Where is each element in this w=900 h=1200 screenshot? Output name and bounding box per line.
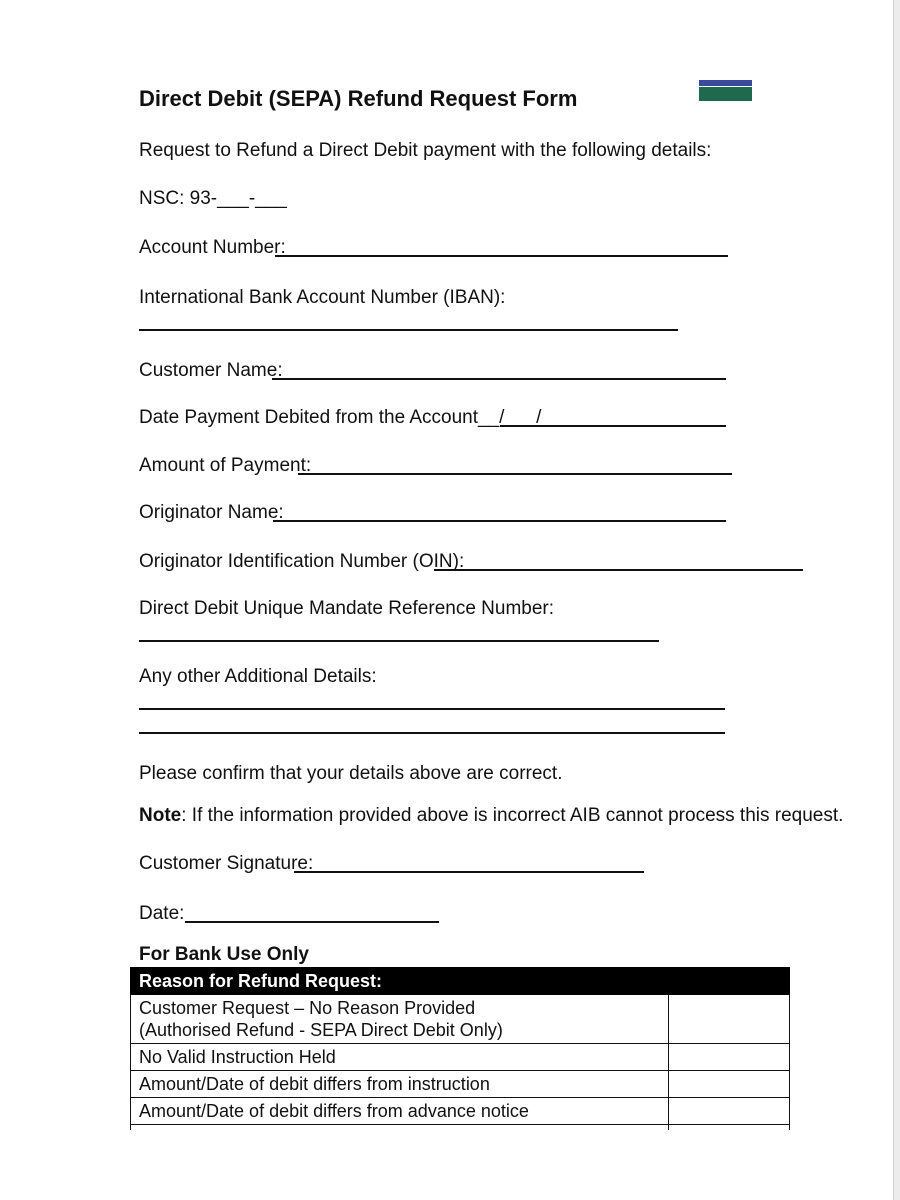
page-crop-mask xyxy=(0,1130,893,1200)
note-paragraph xyxy=(139,805,843,827)
mandate-ref-field[interactable] xyxy=(139,640,659,642)
reason-cell xyxy=(131,995,669,1044)
form-title: Direct Debit (SEPA) Refund Request Form xyxy=(139,86,578,111)
intro-text: Request to Refund a Direct Debit payment with the following details: xyxy=(139,140,712,161)
reason-cell: Amount/Date of debit differs from instruction xyxy=(131,1071,669,1098)
amount-field[interactable] xyxy=(298,473,732,475)
reason-subtext: (Authorised Refund - SEPA Direct Debit Only) xyxy=(139,1020,503,1040)
additional-details-label: Any other Additional Details: xyxy=(139,666,377,687)
oin-label: Originator Identification Number (OIN): xyxy=(139,551,465,572)
table-row xyxy=(131,995,790,1044)
signature-label: Customer Signature: xyxy=(139,853,314,874)
account-number-field[interactable] xyxy=(275,255,728,257)
aib-logo xyxy=(699,80,752,104)
logo-green-band xyxy=(699,87,752,101)
date-label: Date: xyxy=(139,903,185,924)
table-header: Reason for Refund Request: xyxy=(131,968,790,995)
nsc-field-label: NSC: 93-___-___ xyxy=(139,188,287,209)
table-row xyxy=(131,1071,790,1098)
reason-check-cell[interactable] xyxy=(669,1098,790,1125)
confirm-text: Please confirm that your details above are correct. xyxy=(139,763,563,784)
mandate-ref-label: Direct Debit Unique Mandate Reference Number: xyxy=(139,598,555,619)
reason-check-cell[interactable] xyxy=(669,995,790,1044)
table-row xyxy=(131,1044,790,1071)
account-number-label: Account Number: xyxy=(139,237,286,258)
iban-field[interactable] xyxy=(139,329,678,331)
reason-cell: Amount/Date of debit differs from advance notice xyxy=(131,1098,669,1125)
date-debited-field[interactable] xyxy=(500,425,726,427)
iban-label: International Bank Account Number (IBAN): xyxy=(139,287,506,308)
originator-name-field[interactable] xyxy=(273,520,726,522)
reason-text: Customer Request – No Reason Provided xyxy=(139,998,476,1018)
note-label: Note xyxy=(139,805,182,826)
additional-details-line-1[interactable] xyxy=(139,708,725,710)
signature-field[interactable] xyxy=(294,871,644,873)
originator-name-label: Originator Name: xyxy=(139,502,284,523)
reason-check-cell[interactable] xyxy=(669,1044,790,1071)
customer-name-label: Customer Name: xyxy=(139,360,283,381)
date-field[interactable] xyxy=(185,921,439,923)
reason-check-cell[interactable] xyxy=(669,1071,790,1098)
bank-use-title: For Bank Use Only xyxy=(139,944,309,965)
table-header-row xyxy=(131,968,790,995)
table-row xyxy=(131,1098,790,1125)
note-text: : If the information provided above is incorrect AIB cannot process this request. xyxy=(181,805,844,826)
logo-top-band xyxy=(699,80,752,86)
reason-cell: No Valid Instruction Held xyxy=(131,1044,669,1071)
customer-name-field[interactable] xyxy=(272,378,726,380)
amount-label: Amount of Payment: xyxy=(139,455,312,476)
date-debited-label: Date Payment Debited from the Account__/___/ xyxy=(139,407,542,428)
refund-reason-table xyxy=(130,967,790,1152)
oin-field[interactable] xyxy=(434,569,803,571)
additional-details-line-2[interactable] xyxy=(139,732,725,734)
